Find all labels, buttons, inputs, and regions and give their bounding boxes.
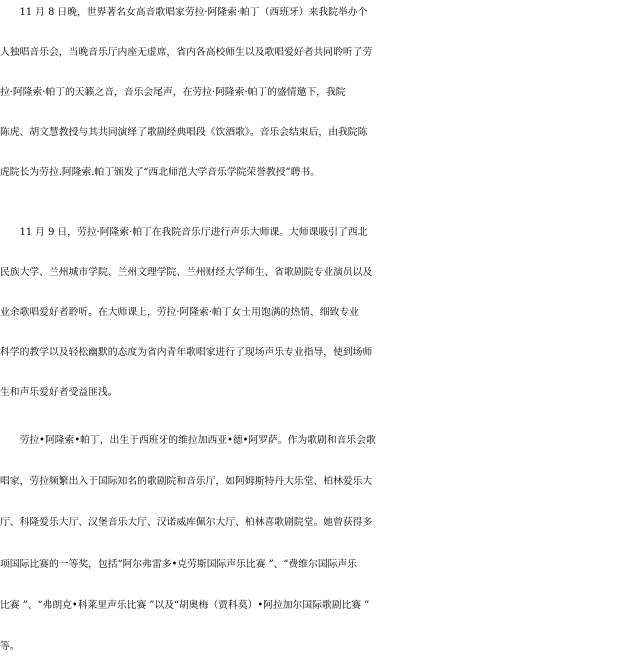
text-line: 虎院长为劳拉.阿隆索.帕丁颁发了“西北师范大学音乐学院荣誉教授”聘书。 — [0, 167, 320, 178]
text-line: 厅、科隆爱乐大厅、汉堡音乐大厅、汉诺威库佩尔大厅、柏林喜歌剧院堂。她曾获得多 — [0, 517, 373, 528]
text-line: 生和声乐爱好者受益匪浅。 — [0, 387, 118, 398]
text-line: 陈虎、胡文慧教授与其共同演绎了歌剧经典唱段《饮酒歌》。音乐会结束后，由我院陈 — [0, 127, 368, 138]
text-line: 民族大学、兰州城市学院、兰州文理学院、兰州财经大学师生、省歌剧院专业演员以及 — [0, 267, 373, 278]
text-line: 人独唱音乐会，当晚音乐厅内座无虚席，省内各高校师生以及歌唱爱好者共同聆听了劳 — [0, 47, 373, 58]
text-line: 项国际比赛的一等奖，包括“阿尔弗雷多•克劳斯国际声乐比赛 ”、“费维尔国际声乐 — [0, 559, 358, 570]
text-line: 等。 — [0, 641, 20, 652]
text-line: 拉·阿隆索·帕丁的天籁之音，音乐会尾声，在劳拉·阿隆索·帕丁的盛情邀下，我院 — [0, 87, 346, 98]
text-line: 科学的教学以及轻松幽默的态度为省内青年歌唱家进行了现场声乐专业指导，使到场师 — [0, 347, 373, 358]
text-line: 劳拉•阿隆索•帕丁，出生于西班牙的维拉加西亚•德•阿罗萨。作为歌剧和音乐会歌 — [0, 435, 376, 446]
text-line: 11 月 9 日，劳拉·阿隆索·帕丁在我院音乐厅进行声乐大师课。大师课吸引了西北 — [0, 227, 368, 238]
text-line: 比赛 ”、“弗朗克•科莱里声乐比赛 ”以及“胡奥梅（贾科莫）•阿拉加尔国际歌剧比赛 ” — [0, 600, 370, 611]
text-line: 11 月 8 日晚，世界著名女高音歌唱家劳拉·阿隆索·帕丁（西班牙）来我院举办个 — [0, 7, 368, 18]
text-line: 唱家，劳拉频繁出入于国际知名的歌剧院和音乐厅，如阿姆斯特丹大乐堂、柏林爱乐大 — [0, 476, 373, 487]
text-line: 业余歌唱爱好者聆听。在大师课上，劳拉·阿隆索·帕丁女士用饱满的热情、细致专业 — [0, 307, 359, 318]
